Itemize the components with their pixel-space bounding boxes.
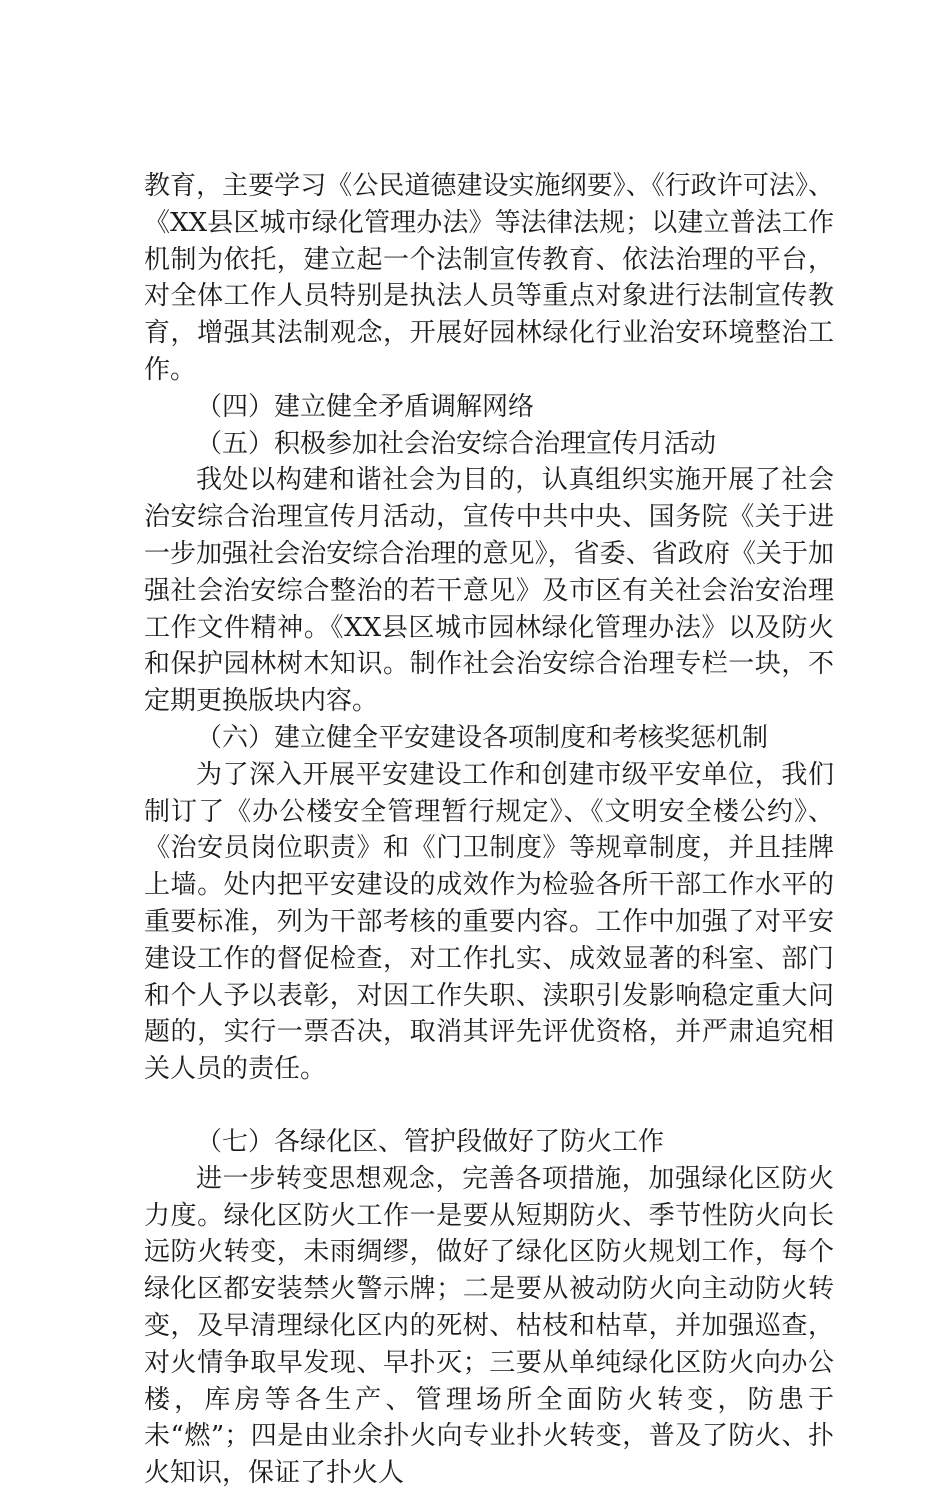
paragraph-gap [144, 1088, 834, 1124]
heading-section-5: （五）积极参加社会治安综合治理宣传月活动 [196, 428, 717, 459]
paragraph-section-5: 我处以构建和谐社会为目的，认真组织实施开展了社会治安综合治理宣传月活动，宣传中共中央、国务院《关于进一步加强社会治安综合治理的意见》，省委、省政府《关于加强社会治安综合整治的若干意见》及市区有关社会治安治理工作文件精神。《XX县区城市园林绿化管理办法》以及防火和保护园林树木知识。制作社会治安综合治理专栏一块，不定期更换版块内容。 [144, 465, 834, 717]
heading-section-6: （六）建立健全平安建设各项制度和考核奖惩机制 [196, 722, 769, 753]
heading-section-7: （七）各绿化区、管护段做好了防火工作 [196, 1126, 665, 1157]
document-body [144, 168, 834, 1492]
heading-section-4: （四）建立健全矛盾调解网络 [196, 391, 535, 422]
paragraph-legal-education: 教育，主要学习《公民道德建设实施纲要》、《行政许可法》、《XX县区城市绿化管理办法》等法律法规；以建立普法工作机制为依托，建立起一个法制宣传教育、依法治理的平台，对全体工作人员特别是执法人员等重点对象进行法制宣传教育，增强其法制观念，开展好园林绿化行业治安环境整治工作。 [144, 171, 834, 385]
paragraph-section-7: 进一步转变思想观念，完善各项措施，加强绿化区防火力度。绿化区防火工作一是要从短期防火、季节性防火向长远防火转变，未雨绸缪，做好了绿化区防火规划工作，每个绿化区都安装禁火警示牌；二是要从被动防火向主动防火转变，及早清理绿化区内的死树、枯枝和枯草，并加强巡查，对火情争取早发现、早扑灭；三要从单纯绿化区防火向办公楼，库房等各生产、管理场所全面防火转变，防患于未“燃”；四是由业余扑火向专业扑火转变，普及了防火、扑火知识，保证了扑火人 [144, 1163, 834, 1489]
paragraph-section-6: 为了深入开展平安建设工作和创建市级平安单位，我们制订了《办公楼安全管理暂行规定》、《文明安全楼公约》、《治安员岗位职责》和《门卫制度》等规章制度，并且挂牌上墙。处内把平安建设的成效作为检验各所干部工作水平的重要标准，列为干部考核的重要内容。工作中加强了对平安建设工作的督促检查，对工作扎实、成效显著的科室、部门和个人予以表彰，对因工作失职、渎职引发影响稳定重大问题的，实行一票否决，取消其评先评优资格，并严肃追究相关人员的责任。 [144, 759, 834, 1085]
